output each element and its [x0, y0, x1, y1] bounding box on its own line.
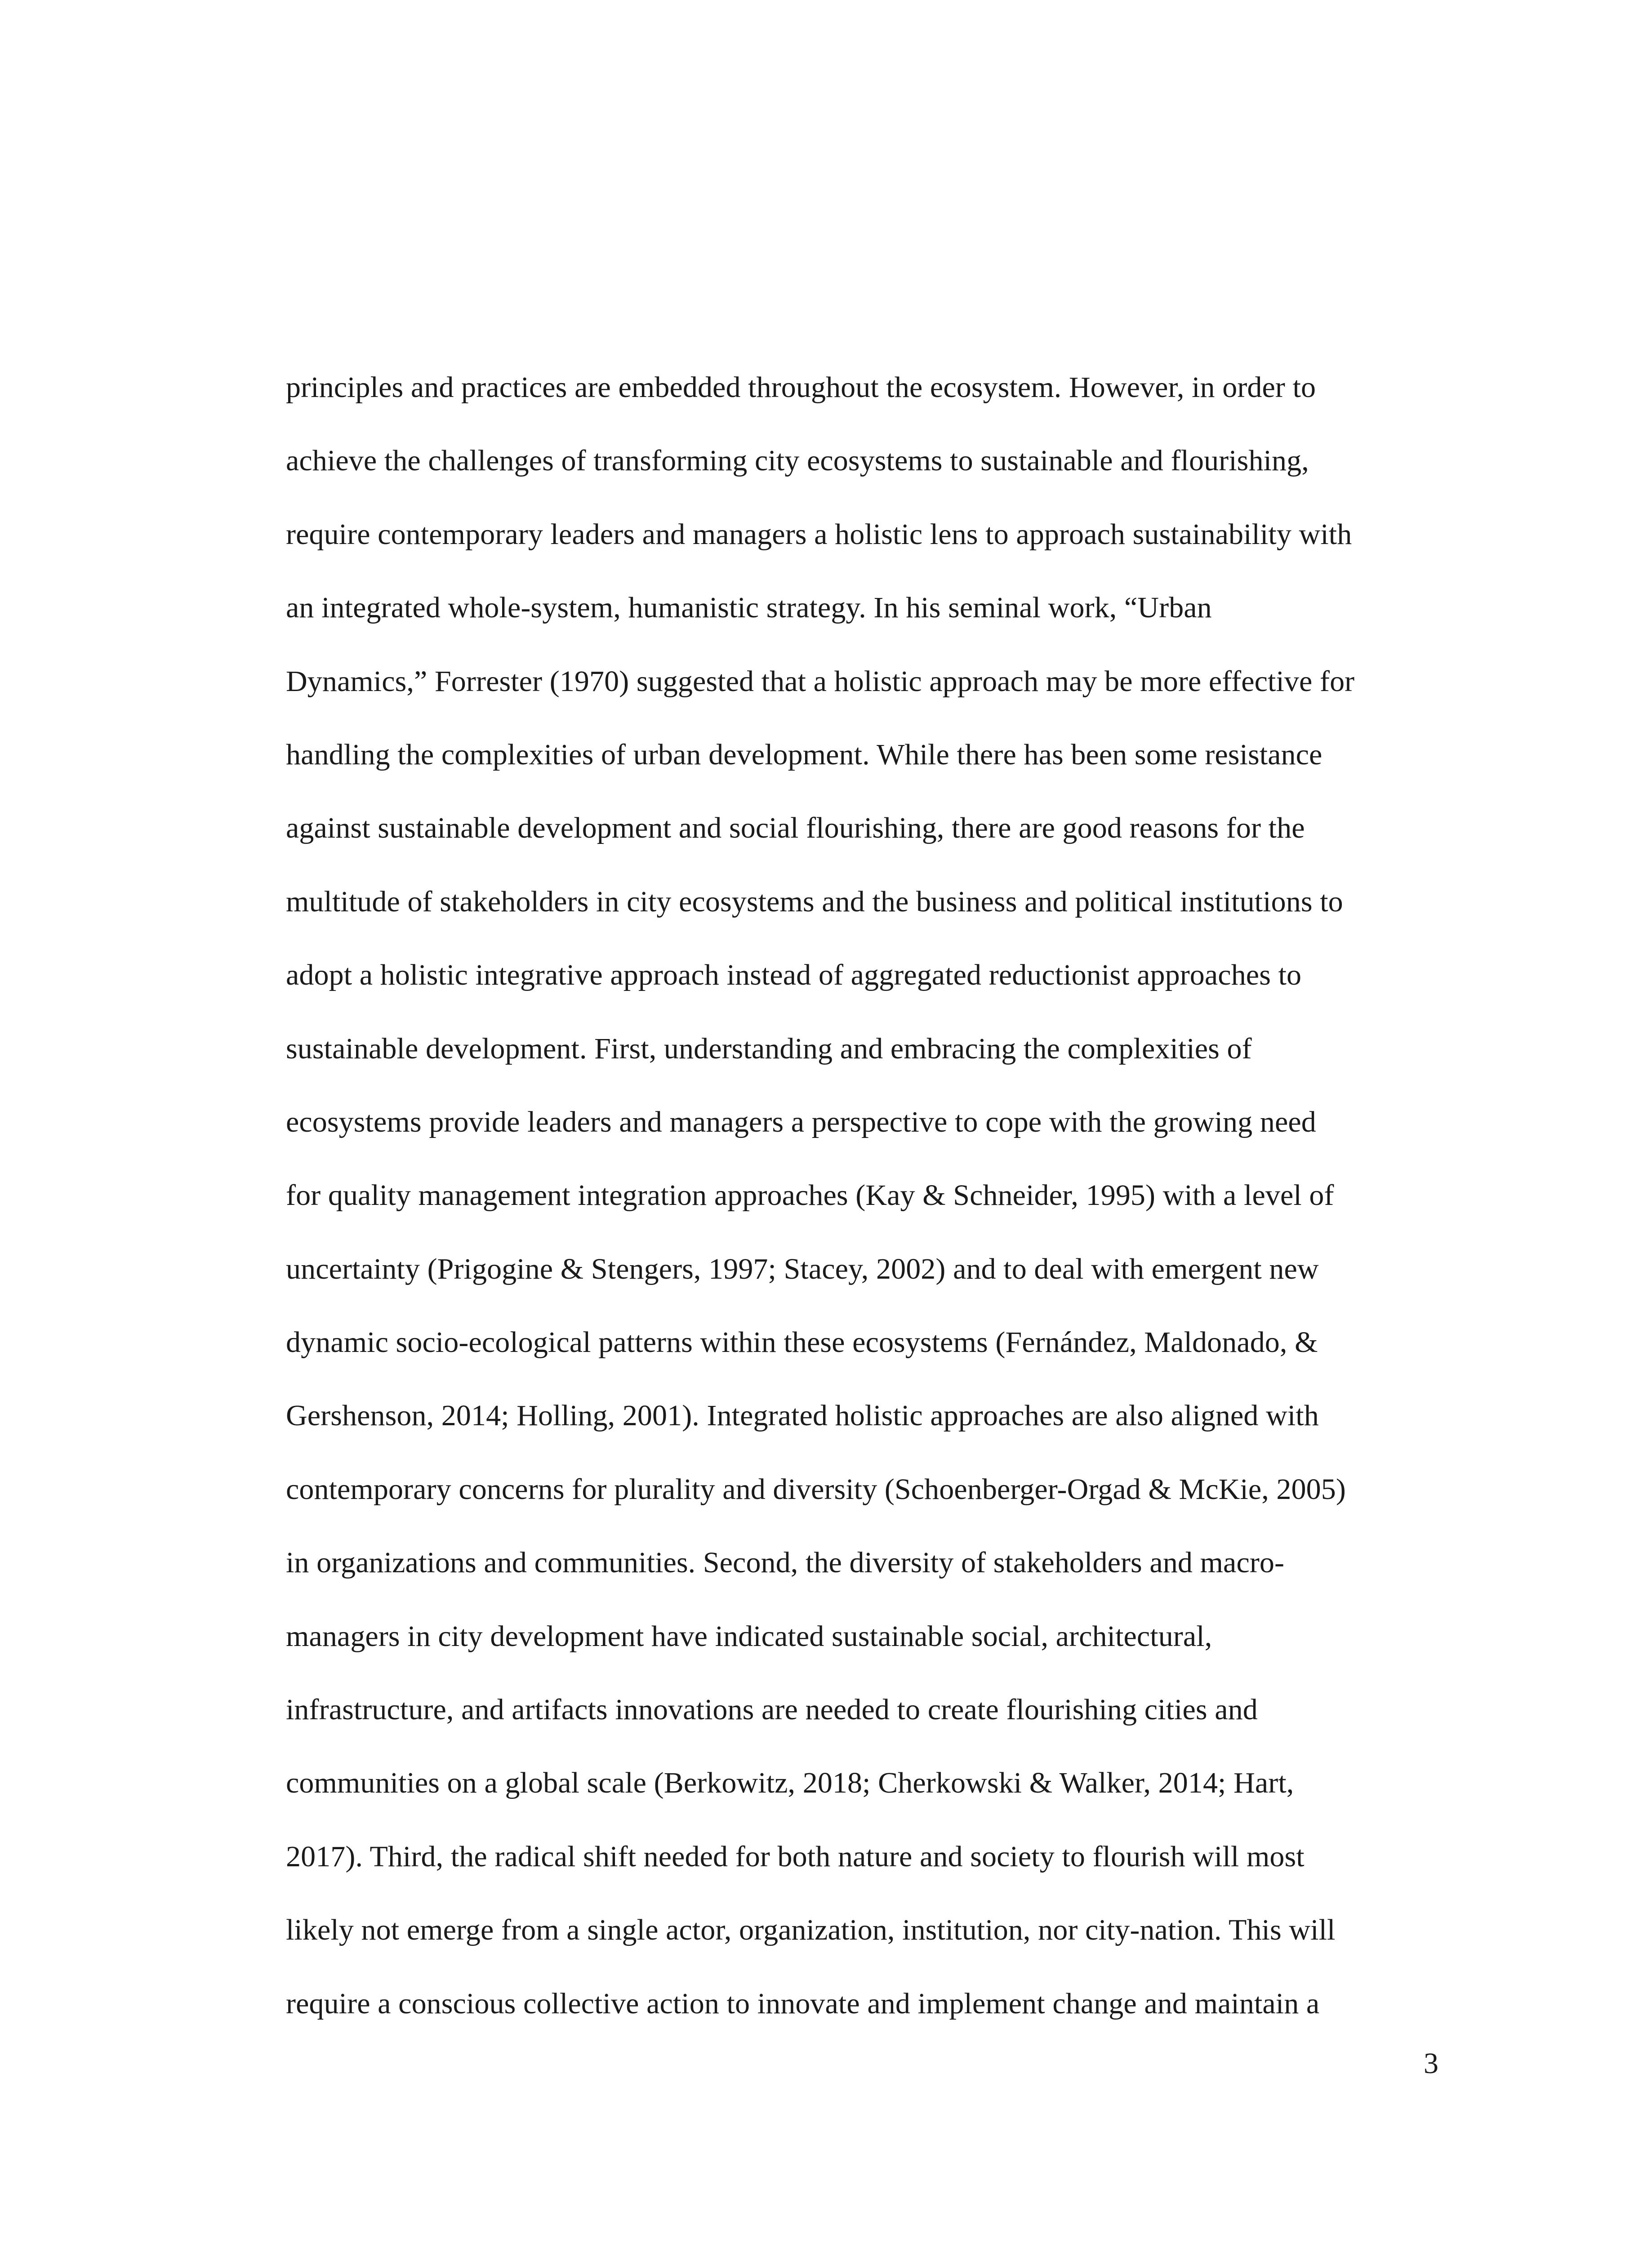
text-line: an integrated whole-system, humanistic strategy. In his seminal work, “Urban	[286, 591, 1212, 624]
text-line: principles and practices are embedded throughout the ecosystem. However, in order to	[286, 371, 1316, 404]
text-line: ecosystems provide leaders and managers a perspective to cope with the growing need	[286, 1105, 1316, 1138]
text-line: dynamic socio-ecological patterns within these ecosystems (Fernández, Maldonado, &	[286, 1326, 1318, 1359]
text-line: Gershenson, 2014; Holling, 2001). Integrated holistic approaches are also aligned with	[286, 1399, 1319, 1432]
text-line: handling the complexities of urban development. While there has been some resistance	[286, 738, 1322, 771]
text-line: infrastructure, and artifacts innovations are needed to create flourishing cities and	[286, 1693, 1258, 1726]
text-line: likely not emerge from a single actor, organization, institution, nor city-nation. This will	[286, 1913, 1336, 1947]
page-number: 3	[1424, 2047, 1438, 2080]
text-line: multitude of stakeholders in city ecosystems and the business and political institutions to	[286, 885, 1343, 918]
text-line: require contemporary leaders and managers a holistic lens to approach sustainability with	[286, 517, 1352, 551]
text-line: adopt a holistic integrative approach instead of aggregated reductionist approaches to	[286, 959, 1302, 992]
body-paragraph	[286, 351, 1437, 2040]
text-line: for quality management integration approaches (Kay & Schneider, 1995) with a level of	[286, 1179, 1334, 1212]
text-line: require a conscious collective action to innovate and implement change and maintain a	[286, 1987, 1320, 2020]
text-line: uncertainty (Prigogine & Stengers, 1997; Stacey, 2002) and to deal with emergent new	[286, 1252, 1319, 1285]
text-line: communities on a global scale (Berkowitz, 2018; Cherkowski & Walker, 2014; Hart,	[286, 1766, 1294, 1800]
text-line: in organizations and communities. Second, the diversity of stakeholders and macro-	[286, 1546, 1285, 1579]
text-line: Dynamics,” Forrester (1970) suggested that a holistic approach may be more effective for	[286, 665, 1355, 698]
text-line: 2017). Third, the radical shift needed for both nature and society to flourish will most	[286, 1840, 1305, 1873]
text-line: contemporary concerns for plurality and diversity (Schoenberger-Orgad & McKie, 2005)	[286, 1472, 1346, 1506]
text-line: sustainable development. First, understanding and embracing the complexities of	[286, 1032, 1252, 1065]
text-line: against sustainable development and social flourishing, there are good reasons for the	[286, 812, 1305, 845]
text-line: managers in city development have indicated sustainable social, architectural,	[286, 1619, 1212, 1653]
text-line: achieve the challenges of transforming city ecosystems to sustainable and flourishing,	[286, 444, 1309, 477]
